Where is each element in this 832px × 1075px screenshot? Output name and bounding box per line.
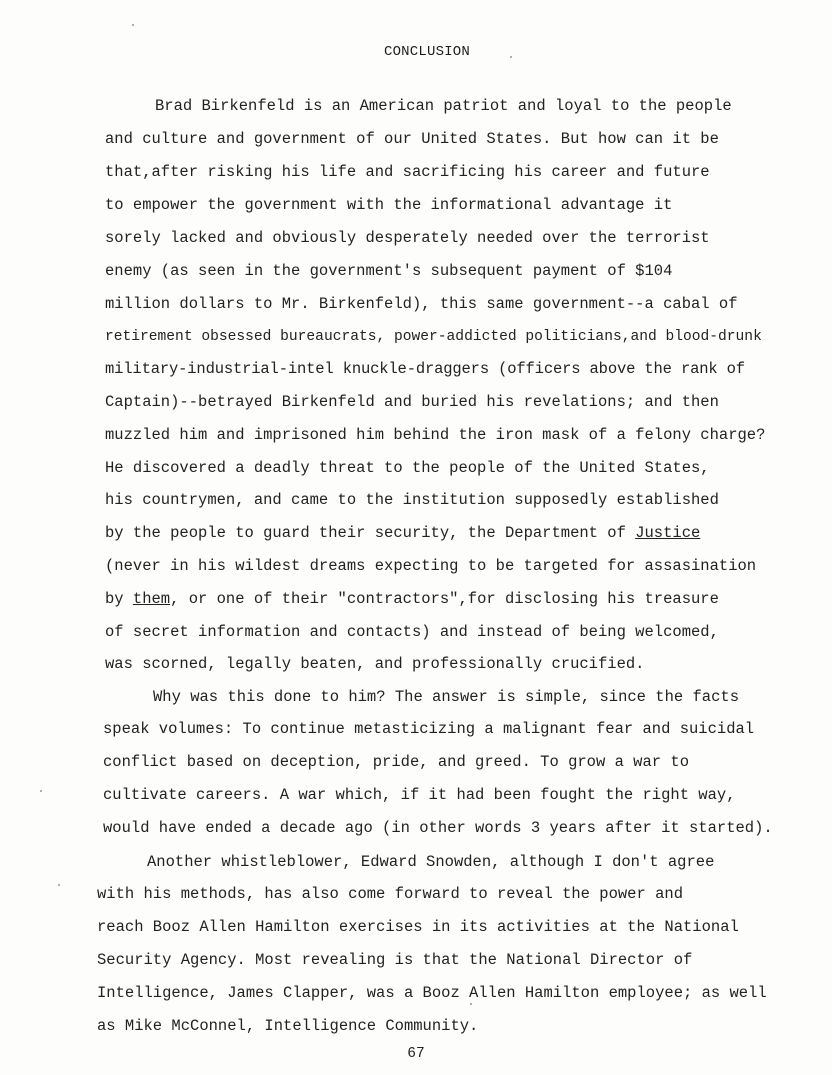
text-line: Security Agency. Most revealing is that the National Director of (97, 951, 693, 969)
text-line: with his methods, has also come forward to reveal the power and (97, 885, 683, 903)
text-line: million dollars to Mr. Birkenfeld), this same government--a cabal of (105, 295, 738, 313)
text-line: to empower the government with the informational advantage it (105, 196, 673, 214)
underlined-word: them (132, 590, 171, 608)
page-title (0, 44, 832, 60)
text-line: Another whistleblower, Edward Snowden, although I don't agree (147, 853, 715, 871)
text-line: Captain)--betrayed Birkenfeld and buried his revelations; and then (105, 393, 719, 411)
text-line (105, 523, 700, 543)
text-line: of secret information and contacts) and instead of being welcomed, (105, 623, 719, 641)
scan-speck (58, 884, 60, 886)
scan-speck (470, 1003, 472, 1005)
page-number: 67 (407, 1046, 425, 1062)
title-text: CONCLUSION (383, 44, 470, 60)
text-line: Why was this done to him? The answer is simple, since the facts (153, 688, 739, 706)
text-line: as Mike McConnel, Intelligence Community. (97, 1017, 479, 1035)
scan-speck (510, 56, 512, 58)
text-line (105, 589, 719, 609)
text-line: was scorned, legally beaten, and professionally crucified. (105, 655, 645, 673)
text-line: conflict based on deception, pride, and greed. To grow a war to (103, 753, 689, 771)
text-line: cultivate careers. A war which, if it had been fought the right way, (103, 786, 736, 804)
text-segment: by (105, 590, 133, 608)
text-segment: , or one of their "contractors",for disclosing his treasure (170, 590, 719, 608)
text-line: that,after risking his life and sacrificing his career and future (105, 163, 710, 181)
text-line: military-industrial-intel knuckle-draggers (officers above the rank of (105, 360, 745, 378)
text-line: would have ended a decade ago (in other words 3 years after it started). (103, 819, 773, 837)
text-line: and culture and government of our United States. But how can it be (105, 130, 719, 148)
text-line: reach Booz Allen Hamilton exercises in its activities at the National (97, 918, 739, 936)
text-line: (never in his wildest dreams expecting to be targeted for assasination (105, 557, 757, 575)
text-line: retirement obsessed bureaucrats, power-addicted politicians,and blood-drunk (105, 329, 762, 345)
scan-speck (132, 24, 134, 26)
text-line: He discovered a deadly threat to the people of the United States, (105, 459, 710, 477)
text-segment: by the people to guard their security, the Department of (105, 524, 636, 542)
underlined-word: Justice (635, 524, 701, 542)
text-line: Intelligence, James Clapper, was a Booz Allen Hamilton employee; as well (97, 984, 767, 1002)
text-line: muzzled him and imprisoned him behind the iron mask of a felony charge? (105, 426, 766, 444)
text-line: Brad Birkenfeld is an American patriot and loyal to the people (155, 97, 732, 115)
text-line: enemy (as seen in the government's subsequent payment of $104 (105, 262, 673, 280)
text-line: sorely lacked and obviously desperately needed over the terrorist (105, 229, 710, 247)
text-line: speak volumes: To continue metasticizing a malignant fear and suicidal (103, 720, 755, 738)
scan-speck (40, 790, 42, 792)
text-line: his countrymen, and came to the institution supposedly established (105, 491, 719, 509)
